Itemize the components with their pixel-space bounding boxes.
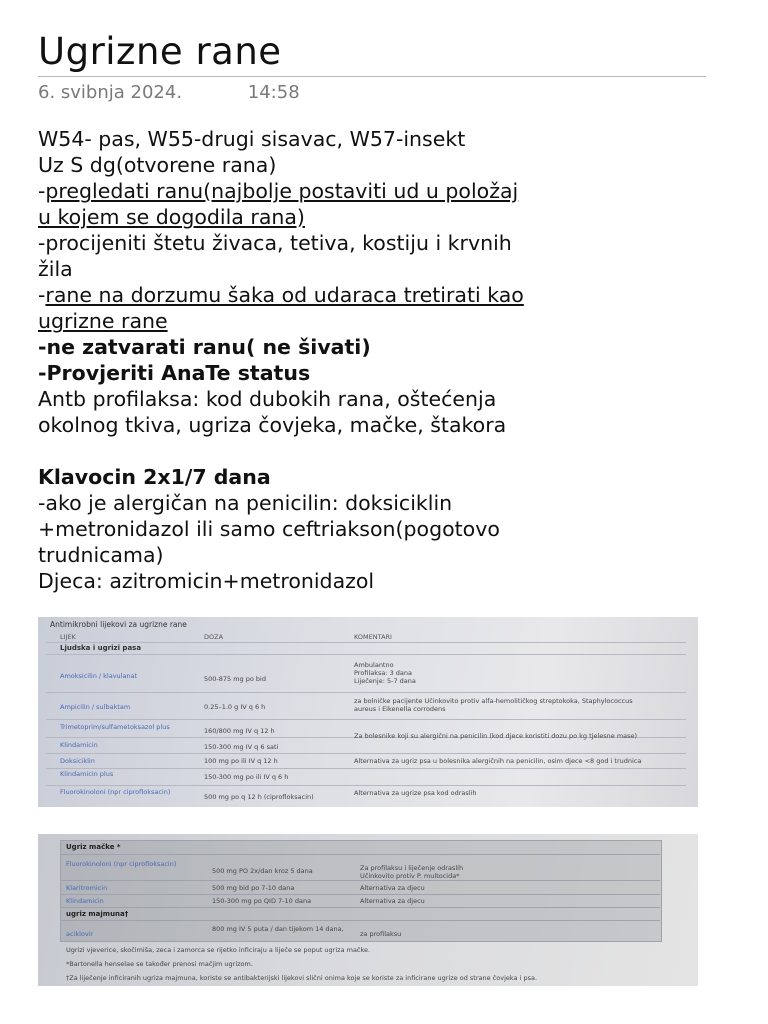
table-photo-dog-human-bites[interactable] bbox=[38, 617, 698, 807]
table-line bbox=[46, 719, 686, 720]
table-cell-comment: za bolničke pacijente Učinkovito protiv alfa-hemolitičkog streptokoka, Staphylococcus aureus i Eikenella corrodens bbox=[354, 697, 633, 713]
column-header: LIJEK bbox=[60, 633, 76, 641]
table-line bbox=[60, 880, 660, 881]
table-cell-dose: 500 mg bid po 7-10 dana bbox=[212, 884, 295, 892]
table-cell-comment: Alternativa za djecu bbox=[360, 897, 425, 905]
table-cell-dose: 100 mg po ili IV q 12 h bbox=[204, 757, 278, 765]
table-cell-dose: 500 mg PO 2x/dan kroz 5 dana bbox=[212, 867, 313, 875]
table-section: Ljudska i ugrizi pasa bbox=[60, 644, 142, 652]
table-line bbox=[60, 907, 660, 908]
table-cell-drug: Fluorokinoloni (npr ciprofloksacin) bbox=[60, 788, 171, 796]
table-cell-dose: 800 mg IV 5 puta / dan tijekom 14 dana, bbox=[212, 925, 344, 933]
note-line: u kojem se dogodila rana) bbox=[38, 205, 305, 229]
table-cell-drug: Amoksicilin / klavulanat bbox=[60, 672, 138, 680]
title-divider bbox=[38, 76, 706, 77]
table-cell-drug: Doksiciklin bbox=[60, 757, 95, 765]
table-cell-drug: Fluorokinoloni (npr ciprofloksacin) bbox=[66, 860, 177, 868]
table-cell-comment: Alternativa za ugrize psa kod odraslih bbox=[354, 789, 477, 797]
table-cell-drug: Trimetoprim/sulfametoksazol plus bbox=[60, 723, 170, 731]
table-cell-dose: 150-300 mg po ili IV q 6 h bbox=[204, 773, 289, 781]
table-cell-comment: za profilaksu bbox=[360, 930, 402, 938]
table-line bbox=[46, 768, 686, 769]
note-line: Antb profilaksa: kod dubokih rana, oštećenja bbox=[38, 387, 497, 411]
note-title: Ugrizne rane bbox=[38, 30, 282, 73]
table-cell-drug: Klindamicin plus bbox=[60, 770, 114, 778]
table-line bbox=[60, 894, 660, 895]
note-line: trudnicama) bbox=[38, 543, 164, 567]
table-cell-drug: aciklovir bbox=[66, 930, 94, 938]
table-photo-cat-monkey-bites[interactable] bbox=[38, 834, 698, 986]
note-date: 6. svibnja 2024. bbox=[38, 82, 183, 103]
table-cell-drug: Klaritromicin bbox=[66, 884, 108, 892]
table-cell-drug: Ampicilin / sulbaktam bbox=[60, 703, 131, 711]
note-time: 14:58 bbox=[247, 82, 300, 103]
note-line: -ako je alergičan na penicilin: doksiciklin bbox=[38, 491, 453, 515]
note-line: -Provjeriti AnaTe status bbox=[38, 361, 311, 385]
note-line: okolnog tkiva, ugriza čovjeka, mačke, štakora bbox=[38, 413, 507, 437]
table-line bbox=[46, 654, 686, 655]
table-cell-comment: Alternativa za ugriz psa u bolesnika alergičnih na penicilin, osim djece <8 god i trudnica bbox=[354, 757, 642, 765]
note-line: Uz S dg(otvorene rana) bbox=[38, 153, 277, 177]
table-cell-comment: Ambulantno Profilaksa: 3 dana Liječenje: 5-7 dana bbox=[354, 661, 416, 685]
column-header: DOZA bbox=[204, 633, 224, 641]
note-line: -procijeniti štetu živaca, tetiva, kostiju i krvnih bbox=[38, 231, 512, 255]
table-cell-dose: 0.25–1.0 g IV q 6 h bbox=[204, 703, 266, 711]
table-cell-dose: 500 mg po q 12 h (ciprofloksacin) bbox=[204, 793, 314, 801]
note-line: ugrizne rane bbox=[38, 309, 168, 333]
table-line bbox=[46, 642, 686, 643]
note-line: -pregledati ranu(najbolje postaviti ud u položaj bbox=[38, 179, 519, 203]
table-footnote: *Bartonella henselae se također prenosi mačjim ugrizom. bbox=[66, 960, 253, 968]
table-cell-dose: 160/800 mg IV q 12 h bbox=[204, 727, 275, 735]
table-line bbox=[46, 692, 686, 693]
table-cell-comment: Alternativa za djecu bbox=[360, 884, 425, 892]
table-footnote: †Za liječenje inficiranih ugriza majmuna, koriste se antibakterijski lijekovi slični onima koje se koriste za inficirane ugrize od strane čovjeka i psa. bbox=[66, 974, 538, 982]
note-line: -rane na dorzumu šaka od udaraca tretirati kao bbox=[38, 283, 524, 307]
table-caption: Antimikrobni lijekovi za ugrizne rane bbox=[50, 620, 187, 629]
note-line: Klavocin 2x1/7 dana bbox=[38, 465, 271, 489]
table-cell-dose: 150-300 mg po QID 7-10 dana bbox=[212, 897, 312, 905]
table-cell-dose: 500-875 mg po bid bbox=[204, 675, 266, 683]
table-line bbox=[46, 753, 686, 754]
note-line: W54- pas, W55-drugi sisavac, W57-insekt bbox=[38, 127, 466, 151]
note-body[interactable] bbox=[38, 126, 728, 594]
blank-line bbox=[38, 438, 728, 464]
table-line bbox=[60, 920, 660, 921]
note-line: -ne zatvarati ranu( ne šivati) bbox=[38, 335, 371, 359]
table-line bbox=[60, 854, 660, 855]
table-cell-dose: 150-300 mg IV q 6 sati bbox=[204, 743, 279, 751]
table-footnote: Ugrizi vjeverice, skočimiša, zeca i zamorca se rijetko inficiraju a liječe se poput ugriza mačke. bbox=[66, 946, 371, 954]
note-line: +metronidazol ili samo ceftriakson(pogotovo bbox=[38, 517, 500, 541]
table-section: ugriz majmuna† bbox=[66, 910, 129, 918]
column-header: KOMENTARI bbox=[354, 633, 392, 641]
table-line bbox=[46, 785, 686, 786]
note-timestamp bbox=[38, 82, 300, 103]
table-cell-drug: Klindamicin bbox=[66, 897, 104, 905]
note-line: žila bbox=[38, 257, 73, 281]
table-cell-comment: Za profilaksu i liječenje odraslih Učinkovito protiv P. multocida* bbox=[360, 864, 464, 880]
table-cell-drug: Klindamicin bbox=[60, 741, 98, 749]
table-cell-comment: Za bolesnike koji su alergični na penicilin (kod djece koristiti dozu po kg tjelesne mase) bbox=[354, 732, 638, 740]
table-section: Ugriz mačke * bbox=[66, 843, 121, 851]
note-line: Djeca: azitromicin+metronidazol bbox=[38, 569, 375, 593]
